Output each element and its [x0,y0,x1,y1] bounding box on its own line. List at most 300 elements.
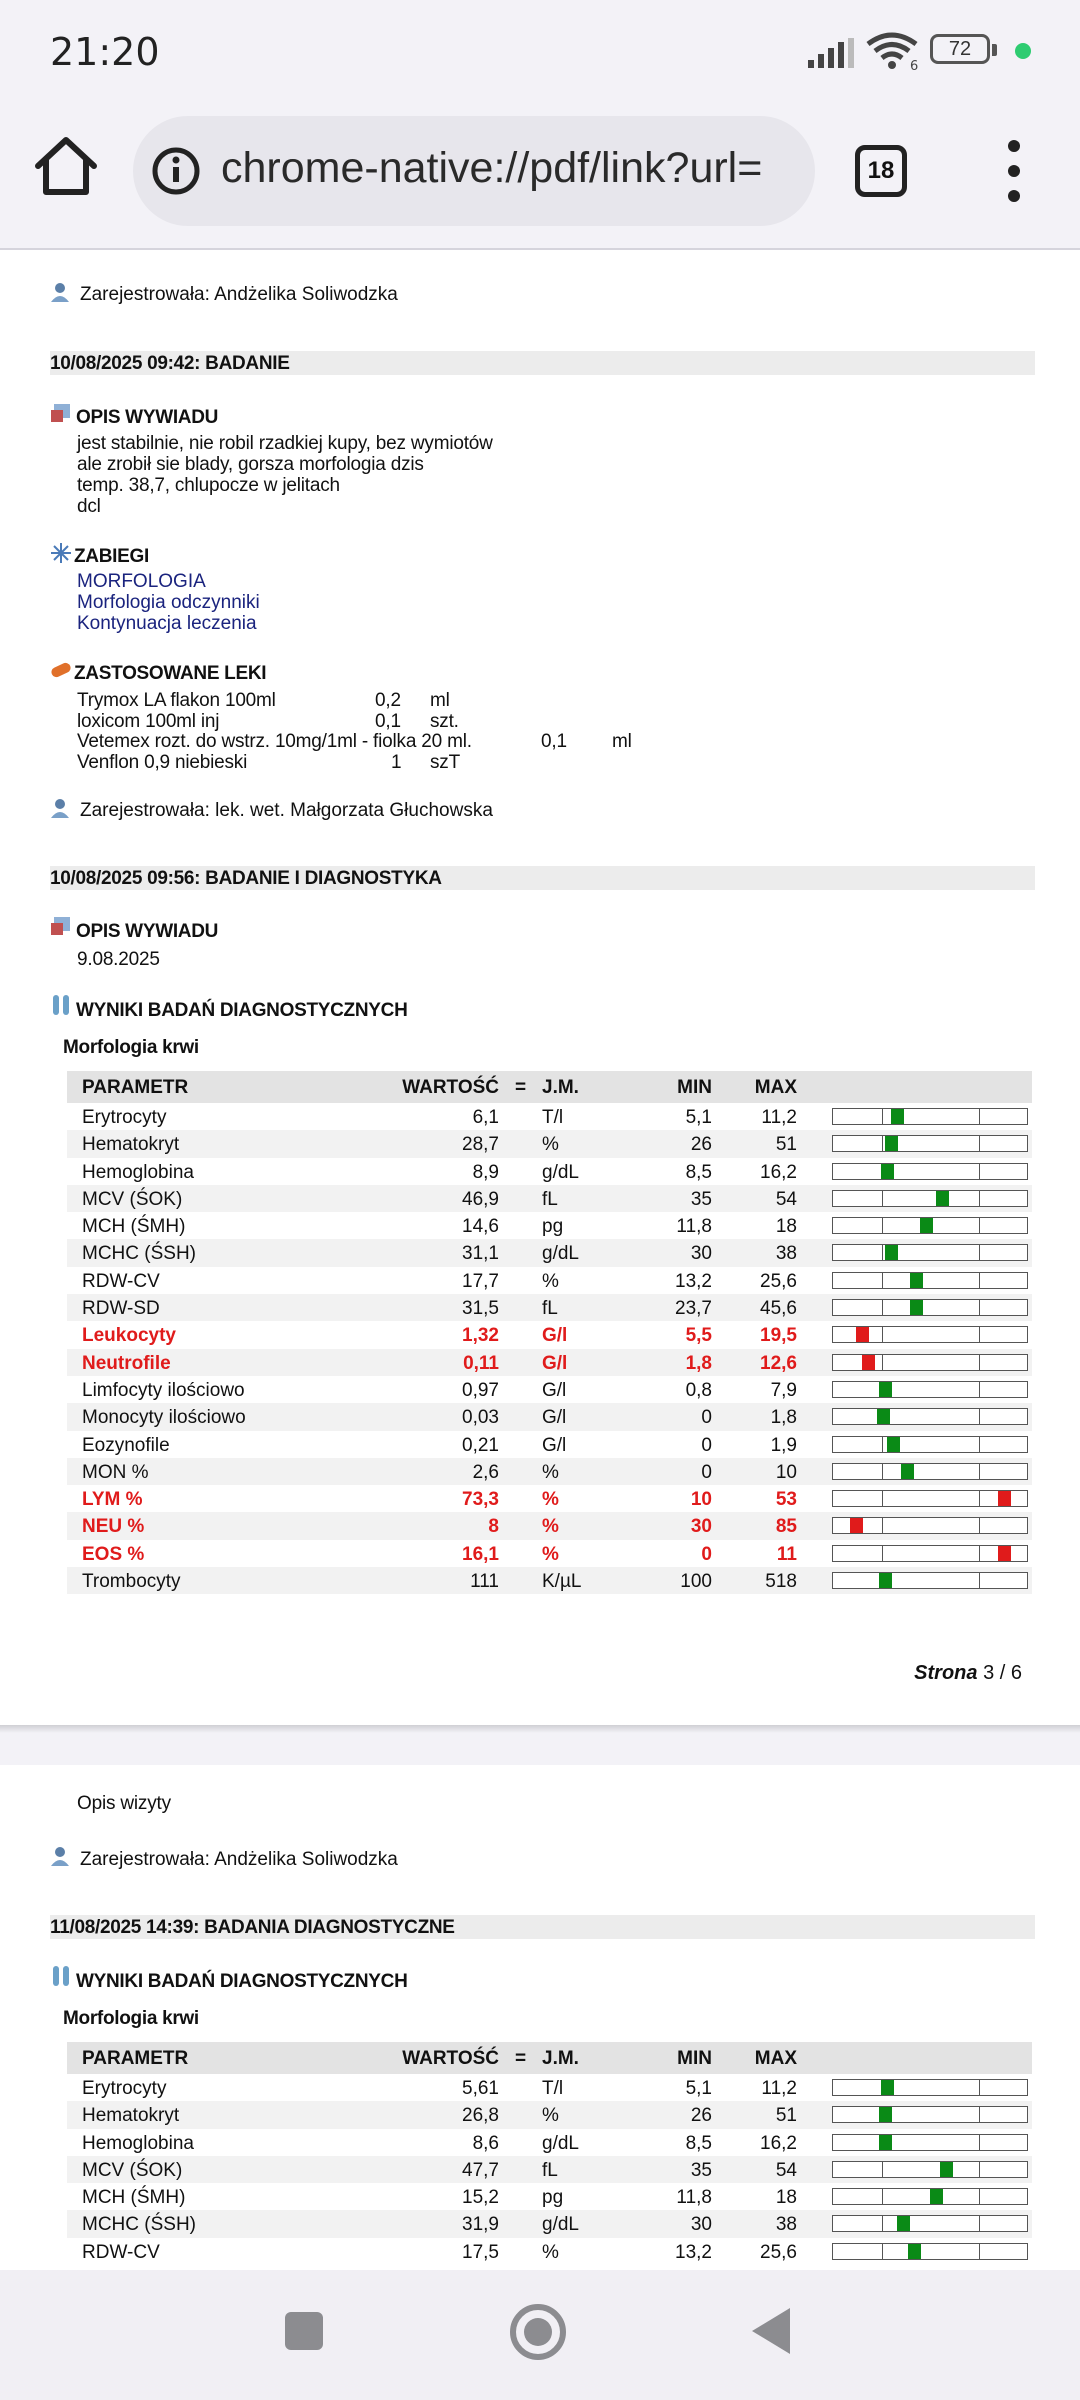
registered-by: Zarejestrowała: Andżelika Soliwodzka [80,284,398,305]
interview-line: 9.08.2025 [77,949,160,970]
range-marker [850,1518,863,1533]
param-min: 35 [690,1188,712,1210]
param-min: 23,7 [675,1298,712,1320]
range-tick [979,1164,980,1179]
range-marker [879,2107,892,2122]
range-tick [882,1546,883,1561]
table-row [67,2156,1032,2183]
param-name: MCHC (ŚSH) [82,2214,196,2236]
range-tick [979,2080,980,2095]
range-tick [979,1109,980,1124]
range-tick [979,1382,980,1397]
param-unit: T/l [542,2078,564,2099]
range-bar [832,1381,1028,1398]
param-name: RDW-CV [82,1270,160,1292]
param-value: 8,6 [472,2132,499,2154]
param-min: 26 [690,1134,712,1156]
param-min: 26 [690,2105,712,2127]
battery-tip [992,44,997,56]
param-min: 100 [680,1571,712,1593]
param-value: 28,7 [462,1134,499,1156]
param-value: 0,03 [462,1407,499,1429]
param-max: 25,6 [760,2241,797,2263]
procedure-link[interactable]: Kontynuacja leczenia [77,613,257,634]
header-max: MAX [754,2048,797,2069]
param-name: Limfocyty ilościowo [82,1379,245,1401]
param-value: 46,9 [462,1188,499,1210]
battery-indicator: 72 [930,34,990,64]
range-bar [832,2161,1028,2178]
param-max: 16,2 [760,2132,797,2154]
param-value: 16,1 [462,1543,499,1565]
range-tick [979,1573,980,1588]
visit-header: 10/08/2025 09:56: BADANIE I DIAGNOSTYKA [50,868,442,889]
page-number: 3 [983,1662,995,1684]
url-bar[interactable] [133,116,815,226]
param-name: Erytrocyty [82,2078,167,2099]
interview-title: OPIS WYWIADU [76,921,219,942]
param-unit: pg [542,2187,564,2209]
param-unit: fL [542,1298,558,1320]
range-tick [979,1464,980,1479]
param-max: 11,2 [761,1107,797,1128]
range-bar [832,1190,1028,1207]
param-unit: G/l [542,1407,567,1429]
header-eq: = [515,1077,527,1098]
param-value: 0,21 [462,1434,499,1456]
param-max: 18 [775,1216,797,1238]
param-value: 111 [470,1571,499,1593]
range-tick [882,1518,883,1533]
param-max: 518 [765,1571,797,1593]
param-name: Hemoglobina [82,2132,194,2154]
signal-icon [808,38,856,68]
range-tick [882,1136,883,1151]
range-tick [979,2216,980,2231]
registered-by: Zarejestrowała: Andżelika Soliwodzka [80,1849,398,1870]
table-row [67,1567,1032,1594]
range-tick [979,1273,980,1288]
wifi-icon [866,32,922,72]
info-icon[interactable] [151,146,201,196]
range-bar [832,1463,1028,1480]
drug-name: Venflon 0,9 niebieski [77,752,248,773]
range-marker [940,2162,953,2177]
table-row [67,1212,1032,1239]
param-name: MCH (ŚMH) [82,2187,186,2209]
param-value: 17,7 [462,1270,499,1292]
drug-qty: 0,1 [541,731,567,752]
drugs-title: ZASTOSOWANE LEKI [74,663,267,684]
range-bar [832,2215,1028,2232]
table-row [67,1294,1032,1321]
range-tick [979,1409,980,1424]
param-max: 12,6 [760,1352,797,1374]
interview-line: dcl [77,496,101,517]
param-unit: T/l [542,1107,564,1128]
drug-unit: szT [430,752,461,773]
param-unit: K/µL [542,1571,582,1593]
drug-qty: 0,1 [375,711,401,732]
range-tick [882,2216,883,2231]
pill-icon [50,661,72,679]
range-bar [832,1299,1028,1316]
range-tick [979,2189,980,2204]
header-value: WARTOŚĆ [402,1077,499,1098]
param-value: 31,5 [462,1298,499,1320]
range-marker [879,1573,892,1588]
results-table [67,2042,1032,2265]
param-max: 51 [775,2105,797,2127]
param-unit: G/l [542,1325,568,1347]
header-value: WARTOŚĆ [402,2048,499,2069]
table-header-row [67,1071,1032,1103]
range-tick [979,1218,980,1233]
range-bar [832,1163,1028,1180]
table-row [67,2074,1032,2101]
range-marker [879,2135,892,2150]
param-value: 2,6 [472,1461,499,1483]
range-tick [882,1273,883,1288]
lab-test-icon [50,1965,72,1987]
user-icon [50,281,72,303]
range-tick [882,1300,883,1315]
drug-qty: 0,2 [375,690,401,711]
param-unit: G/l [542,1379,567,1401]
visit-description: Opis wizyty [77,1793,171,1814]
param-value: 6,1 [472,1107,499,1128]
range-bar [832,2106,1028,2123]
status-bar [0,0,1080,100]
param-name: RDW-SD [82,1298,160,1320]
range-tick [882,1355,883,1370]
navigation-bar [0,2270,1080,2400]
home-nav-inner [524,2318,552,2346]
table-row [67,1376,1032,1403]
range-bar [832,1135,1028,1152]
param-name: RDW-CV [82,2241,160,2263]
range-tick [882,1218,883,1233]
range-tick [979,2135,980,2150]
table-row [67,1403,1032,1430]
drug-name: Vetemex rozt. do wstrz. 10mg/1ml - fiolka 20 ml. [77,731,472,752]
range-marker [887,1437,900,1452]
home-icon[interactable] [30,130,102,202]
range-tick [882,2244,883,2259]
range-bar [832,1326,1028,1343]
header-unit: J.M. [542,1077,579,1098]
param-max: 7,9 [770,1379,797,1401]
table-row [67,2129,1032,2156]
range-tick [979,2107,980,2122]
param-name: Hematokryt [82,1134,180,1156]
param-name: MCV (ŚOK) [82,2159,183,2181]
range-tick [979,2244,980,2259]
range-marker [885,1136,898,1151]
param-value: 47,7 [462,2159,499,2181]
drug-unit: szt. [430,711,459,732]
param-value: 15,2 [462,2187,499,2209]
param-unit: % [542,1461,559,1483]
procedures-title: ZABIEGI [74,546,149,567]
table-row [67,2210,1032,2237]
param-unit: % [542,1516,559,1538]
table-row [67,1130,1032,1157]
range-tick [979,1300,980,1315]
param-value: 31,1 [462,1243,499,1265]
param-unit: % [542,1134,559,1156]
page-indicator [914,1662,1022,1685]
range-bar [832,1272,1028,1289]
range-tick [882,2189,883,2204]
param-unit: G/l [542,1434,567,1456]
procedure-link[interactable]: MORFOLOGIA [77,571,206,592]
param-unit: g/dL [542,2132,579,2154]
param-min: 11,8 [676,2187,712,2209]
visit-header: 10/08/2025 09:42: BADANIE [50,353,290,374]
param-max: 38 [775,2214,797,2236]
param-min: 1,8 [685,1352,712,1374]
param-name: MCH (ŚMH) [82,1216,186,1238]
page-total: / 6 [999,1662,1022,1684]
param-value: 8,9 [472,1161,499,1183]
range-bar [832,1244,1028,1261]
range-tick [979,1327,980,1342]
param-min: 0 [701,1407,712,1429]
param-unit: G/l [542,1352,568,1374]
registered-by: Zarejestrowała: lek. wet. Małgorzata Głuchowska [80,800,493,821]
page-label: Strona [914,1662,978,1684]
range-marker [908,2244,921,2259]
header-max: MAX [754,1077,797,1098]
param-unit: % [542,1489,559,1511]
param-unit: pg [542,1216,564,1238]
header-eq: = [515,2048,527,2069]
range-tick [979,1491,980,1506]
header-param: PARAMETR [82,1077,189,1098]
range-tick [979,1191,980,1206]
param-value: 0,11 [463,1352,499,1374]
range-tick [882,1491,883,1506]
param-max: 54 [775,2159,797,2181]
table-header-row [67,2042,1032,2074]
param-name: Trombocyty [82,1571,181,1593]
range-tick [979,1518,980,1533]
interview-line: ale zrobił sie blady, gorsza morfologia dzis [77,454,424,475]
range-marker [998,1546,1011,1561]
range-bar [832,2079,1028,2096]
param-max: 45,6 [760,1298,797,1320]
interview-title: OPIS WYWIADU [76,407,219,428]
procedure-link[interactable]: Morfologia odczynniki [77,592,260,613]
range-tick [979,1136,980,1151]
range-marker [881,1164,894,1179]
tab-switcher-button[interactable]: 18 [855,145,907,197]
more-menu-icon[interactable] [994,138,1034,204]
param-unit: % [542,1270,559,1292]
param-name: MON % [82,1461,149,1483]
param-name: EOS % [82,1543,145,1565]
recents-button[interactable] [285,2312,323,2350]
range-bar [832,1108,1028,1125]
url-text[interactable]: chrome-native://pdf/link?url= [221,144,763,192]
param-value: 17,5 [462,2241,499,2263]
table-row [67,1103,1032,1130]
header-unit: J.M. [542,2048,579,2069]
range-marker [897,2216,910,2231]
param-unit: g/dL [542,2214,579,2236]
table-row [67,1431,1032,1458]
range-tick [979,2162,980,2177]
param-value: 26,8 [462,2105,499,2127]
param-name: LYM % [82,1489,143,1511]
param-max: 54 [775,1188,797,1210]
param-max: 53 [775,1489,797,1511]
range-tick [979,1437,980,1452]
range-bar [832,2134,1028,2151]
privacy-indicator-dot [1015,43,1031,59]
param-value: 5,61 [462,2078,499,2099]
user-icon [50,797,72,819]
range-marker [879,1382,892,1397]
param-name: NEU % [82,1516,145,1538]
param-value: 14,6 [462,1216,499,1238]
table-row [67,1267,1032,1294]
wifi-badge: 6 [910,59,919,72]
range-bar [832,1490,1028,1507]
header-min: MIN [677,1077,712,1098]
pdf-page [0,1765,1080,2270]
user-icon [50,1845,72,1867]
param-unit: g/dL [542,1243,579,1265]
table-title: Morfologia krwi [63,1037,199,1058]
table-row [67,1349,1032,1376]
range-tick [882,1327,883,1342]
procedures-icon [50,542,72,564]
interview-icon [50,402,72,424]
param-max: 25,6 [760,1270,797,1292]
range-marker [998,1491,1011,1506]
param-min: 30 [690,1243,712,1265]
range-bar [832,1517,1028,1534]
range-tick [882,2162,883,2177]
param-max: 1,8 [770,1407,797,1429]
range-tick [979,1245,980,1260]
browser-toolbar [0,100,1080,248]
drug-unit: ml [612,731,632,752]
interview-line: temp. 38,7, chlupocze w jelitach [77,475,340,496]
table-row [67,1485,1032,1512]
param-min: 5,1 [685,1107,712,1128]
param-min: 5,5 [685,1325,712,1347]
results-title: WYNIKI BADAŃ DIAGNOSTYCZNYCH [76,1971,408,1992]
param-unit: % [542,1543,559,1565]
param-min: 10 [690,1489,712,1511]
param-min: 8,5 [685,1161,712,1183]
param-min: 8,5 [685,2132,712,2154]
results-title: WYNIKI BADAŃ DIAGNOSTYCZNYCH [76,1000,408,1021]
param-unit: % [542,2105,559,2127]
drug-name: Trymox LA flakon 100ml [77,690,276,711]
param-min: 13,2 [675,1270,712,1292]
param-value: 1,32 [462,1325,499,1347]
header-min: MIN [677,2048,712,2069]
param-unit: % [542,2241,559,2263]
range-bar [832,1217,1028,1234]
param-name: Leukocyty [82,1325,176,1347]
param-max: 85 [775,1516,797,1538]
param-max: 10 [775,1461,797,1483]
home-nav-button[interactable] [510,2304,566,2360]
param-name: Eozynofile [82,1434,170,1456]
param-value: 73,3 [462,1489,499,1511]
param-max: 11,2 [761,2078,797,2099]
param-name: Neutrofile [82,1352,171,1374]
table-row [67,2238,1032,2265]
range-marker [901,1464,914,1479]
drug-unit: ml [430,690,450,711]
param-max: 11 [776,1543,797,1565]
range-marker [936,1191,949,1206]
range-bar [832,1436,1028,1453]
range-tick [882,1109,883,1124]
param-min: 13,2 [675,2241,712,2263]
range-marker [910,1273,923,1288]
range-bar [832,1545,1028,1562]
param-max: 19,5 [760,1325,797,1347]
table-row [67,1239,1032,1266]
range-marker [881,2080,894,2095]
param-min: 0,8 [685,1379,712,1401]
lab-test-icon [50,994,72,1016]
range-tick [979,1546,980,1561]
param-max: 1,9 [770,1434,797,1456]
interview-line: jest stabilnie, nie robil rzadkiej kupy, bez wymiotów [77,433,493,454]
param-min: 30 [690,1516,712,1538]
range-bar [832,2243,1028,2260]
table-row [67,1458,1032,1485]
range-marker [920,1218,933,1233]
range-marker [885,1245,898,1260]
back-button[interactable] [752,2308,790,2354]
results-table [67,1071,1032,1594]
drug-qty: 1 [391,752,402,773]
param-name: Erytrocyty [82,1107,167,1128]
table-row [67,1321,1032,1348]
range-marker [930,2189,943,2204]
param-min: 0 [701,1543,712,1565]
header-param: PARAMETR [82,2048,189,2069]
param-name: MCHC (ŚSH) [82,1243,196,1265]
table-row [67,1540,1032,1567]
visit-header: 11/08/2025 14:39: BADANIA DIAGNOSTYCZNE [50,1917,455,1938]
range-marker [862,1355,875,1370]
table-title: Morfologia krwi [63,2008,199,2029]
range-tick [882,1245,883,1260]
param-min: 0 [701,1434,712,1456]
range-marker [891,1109,904,1124]
param-max: 16,2 [760,1161,797,1183]
table-row [67,2183,1032,2210]
range-bar [832,1408,1028,1425]
param-min: 11,8 [676,1216,712,1238]
param-name: Hematokryt [82,2105,180,2127]
range-marker [856,1327,869,1342]
range-bar [832,1572,1028,1589]
table-row [67,1185,1032,1212]
range-tick [979,1355,980,1370]
interview-icon [50,915,72,937]
